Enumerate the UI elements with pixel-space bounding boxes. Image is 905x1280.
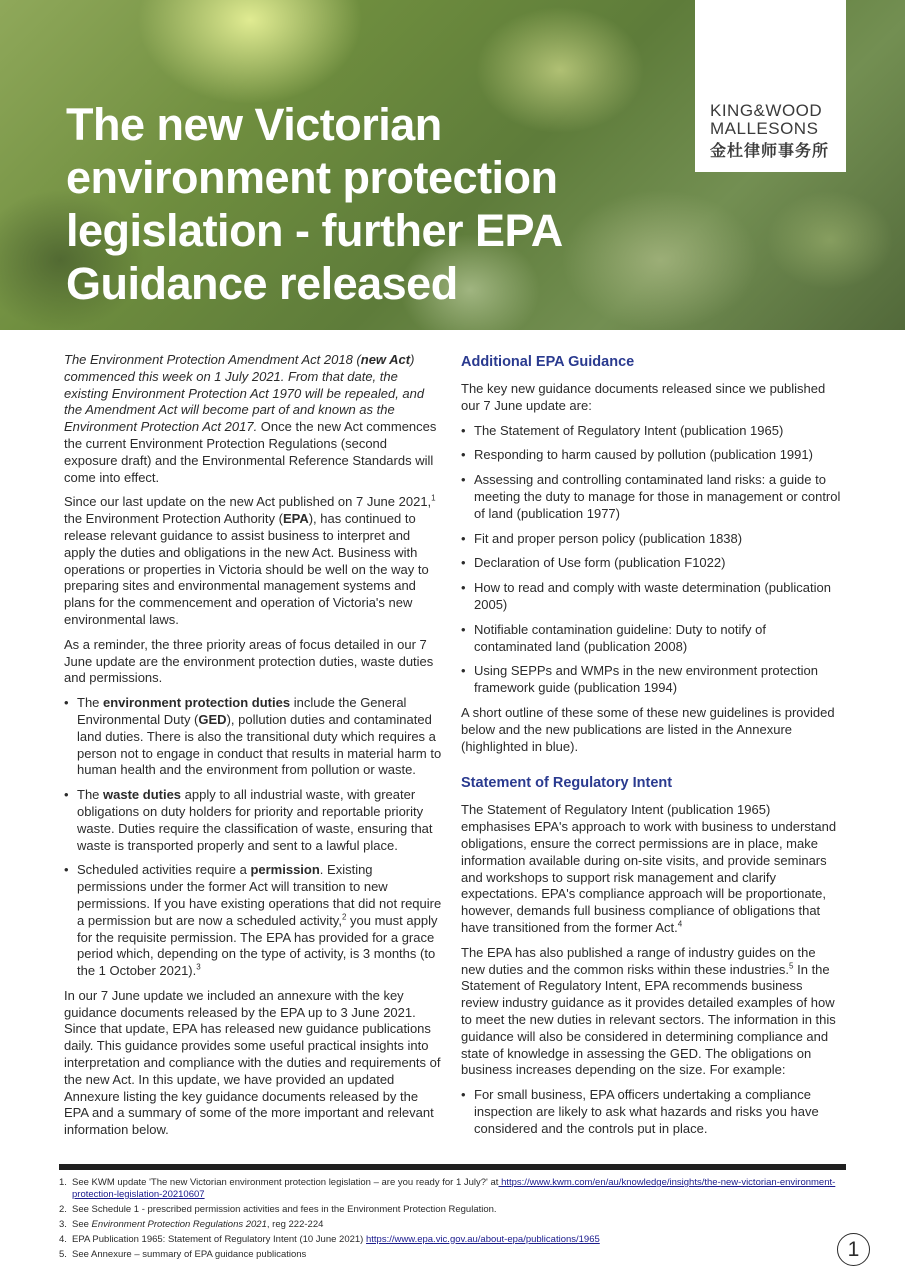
list-item: • The waste duties apply to all industrial waste, with greater obligations on duty holders for priority and reportable priority waste. Duties require the classification of waste, ensuring that waste is transported properly and sent to a lawful place. — [64, 787, 433, 853]
guidance-list — [461, 423, 841, 697]
list-item: • Fit and proper person policy (publication 1838) — [461, 530, 743, 546]
outline-paragraph: A short outline of these some of these new guidelines is provided below and the new publications are listed in the Annexure (highlighted in blue). — [461, 704, 835, 754]
left-column — [64, 352, 442, 1147]
bullet-icon: • — [461, 472, 466, 488]
footnote-item: 4. EPA Publication 1965: Statement of Regulatory Intent (10 June 2021) https://www.epa.vic.gov.au/about-epa/publications/1965 — [59, 1233, 600, 1245]
footnote-ref: 3 — [196, 962, 201, 972]
bullet-icon: • — [461, 422, 466, 438]
footnote-item: 2. See Schedule 1 - prescribed permission activities and fees in the Environment Protection Regulation. — [59, 1203, 497, 1215]
list-item: • Assessing and controlling contaminated land risks: a guide to meeting the duty to manage for those in management or control of land (publication 1977) — [461, 472, 841, 521]
business-size-list — [461, 1087, 841, 1137]
bullet-icon: • — [461, 447, 466, 463]
page-number: 1 — [837, 1233, 870, 1266]
hero-banner — [0, 0, 905, 330]
industry-guides-paragraph: The EPA has also published a range of industry guides on the new duties and the common risks within these industries.$^5$ In the Statement of Regulatory Intent, EPA recommends business review industry guidance as it provides detailed examples of how to meet the new duties in relevant sectors. The information in this guidance will also be considered in determining compliance and state of knowledge in assessing the GED. The obligations on business increases depending on the size. For example: — [461, 944, 836, 1078]
bullet-icon: • — [461, 621, 466, 637]
firm-logo — [695, 0, 846, 172]
logo-line-1: KING&WOOD — [710, 101, 823, 120]
list-item: • How to read and comply with waste determination (publication 2005) — [461, 580, 831, 612]
bullet-icon: • — [461, 555, 466, 571]
priority-areas-list — [64, 695, 442, 980]
intro-paragraph: The Environment Protection Amendment Act 2018 (new Act) commenced this week on 1 July 2021. From that date, the existing Environment Protection Act 1970 will be repealed, and the Amendment Act will become part of and known as the Environment Protection Act 2017. Once the new Act commences the current Environment Protection Regulations (second exposure draft) and the Environmental Reference Standards will come into effect. — [64, 352, 437, 485]
footnote-ref: 4 — [677, 919, 683, 929]
list-item: • For small business, EPA officers undertaking a compliance inspection are likely to ask what hazards and risks you have considered and the controls put in place. — [461, 1087, 819, 1136]
list-item: • Responding to harm caused by pollution (publication 1991) — [461, 447, 813, 463]
bullet-icon: • — [64, 695, 69, 711]
bullet-icon: • — [64, 862, 69, 878]
reminder-paragraph: As a reminder, the three priority areas of focus detailed in our 7 June update are the environment protection duties, waste duties and permissions. — [64, 636, 434, 686]
bullet-icon: • — [461, 663, 466, 679]
list-item: • Notifiable contamination guideline: Duty to notify of contaminated land (publication 2008) — [461, 621, 766, 654]
kwm-update-link[interactable]: https://www.kwm.com/en/au/knowledge/insights/the-new-victorian-environment-protection-legislation-20210607 — [72, 1177, 836, 1200]
guidance-intro: The key new guidance documents released since we published our 7 June update are: — [461, 381, 826, 413]
footnote-item: 5. See Annexure – summary of EPA guidance publications — [59, 1248, 307, 1260]
section-heading-regulatory-intent: Statement of Regulatory Intent — [461, 775, 673, 792]
list-item: • The environment protection duties include the General Environmental Duty (GED), pollution duties and contaminated land duties. There is also the transitional duty which requires a person not to engage in conduct that results in material harm to human health and the environment from pollution or waste. — [64, 695, 442, 778]
footnotes — [59, 1177, 849, 1264]
footnote-divider — [59, 1164, 846, 1170]
footnote-item: 1. See KWM update 'The new Victorian environment protection legislation – are you ready for 1 July?' at https://www.kwm.com/en/au/knowledge/insights/the-new-victorian-environment-protection-legislation-20210607 — [59, 1177, 836, 1200]
bullet-icon: • — [461, 1087, 466, 1103]
footnote-ref: 1 — [431, 494, 436, 504]
regulatory-intent-paragraph: The Statement of Regulatory Intent (publication 1965) emphasises EPA's approach to work with business to understand obligations, ensure the correct permissions are in place, make information available during on-site visits, and provide seminars and workshops to support risk management and clarify expectations. EPA's compliance approach will be proportionate, however, demands full business compliance of obligations that have transitioned from the former Act.$^4$ — [461, 802, 837, 935]
page-title: The new Victorian environment protection legislation - further EPA Guidance released — [66, 99, 562, 309]
footnote-item: 3. See Environment Protection Regulations 2021, reg 222-224 — [59, 1218, 324, 1230]
bullet-icon: • — [461, 530, 466, 546]
annexure-paragraph: In our 7 June update we included an annexure with the key guidance documents released by the EPA up to 3 June 2021. Since that update, EPA has released new guidance publications daily. This guidance provides some useful practical insights into interpretation and compliance with the duties and requirements of the new Act. In this update, we have provided an updated Annexure listing the key guidance documents released by the EPA and a summary of some of the more important and relevant information below. — [64, 987, 441, 1138]
update-paragraph: Since our last update on the new Act published on 7 June 2021,$^1$ the Environment Protection Authority (EPA), has continued to release relevant guidance to assist business to interpret and apply the duties and obligations in the new Act. Business with operations or properties in Victoria should be well on the way to preparing sites and environmental management systems and plans for the commencement and operation of Victoria's new environmental laws. — [64, 494, 436, 627]
list-item: • Declaration of Use form (publication F1022) — [461, 555, 726, 571]
epa-publication-link[interactable]: https://www.epa.vic.gov.au/about-epa/publications/1965 — [366, 1233, 600, 1245]
footnote-ref: 2 — [341, 912, 347, 922]
bullet-icon: • — [461, 580, 466, 596]
logo-line-2: MALLESONS — [710, 119, 819, 138]
list-item: • Using SEPPs and WMPs in the new environment protection framework guide (publication 1994) — [461, 663, 818, 696]
section-heading-additional-guidance: Additional EPA Guidance — [461, 354, 635, 370]
list-item: • Scheduled activities require a permission. Existing permissions under the former Act will transition to new permissions. If you have existing operations that did not require a permission but are now a scheduled activity,$^2$ you must apply for the requisite permission. The EPA has provided for a grace period which, depending on the type of activity, is 3 months (to the 1 October 2021).$^3$ — [64, 862, 442, 979]
bullet-icon: • — [64, 787, 69, 803]
right-column — [461, 352, 841, 1145]
footnote-ref: 5 — [789, 961, 794, 971]
logo-line-3: 金杜律师事务所 — [710, 143, 830, 160]
list-item: • The Statement of Regulatory Intent (publication 1965) — [461, 422, 784, 438]
